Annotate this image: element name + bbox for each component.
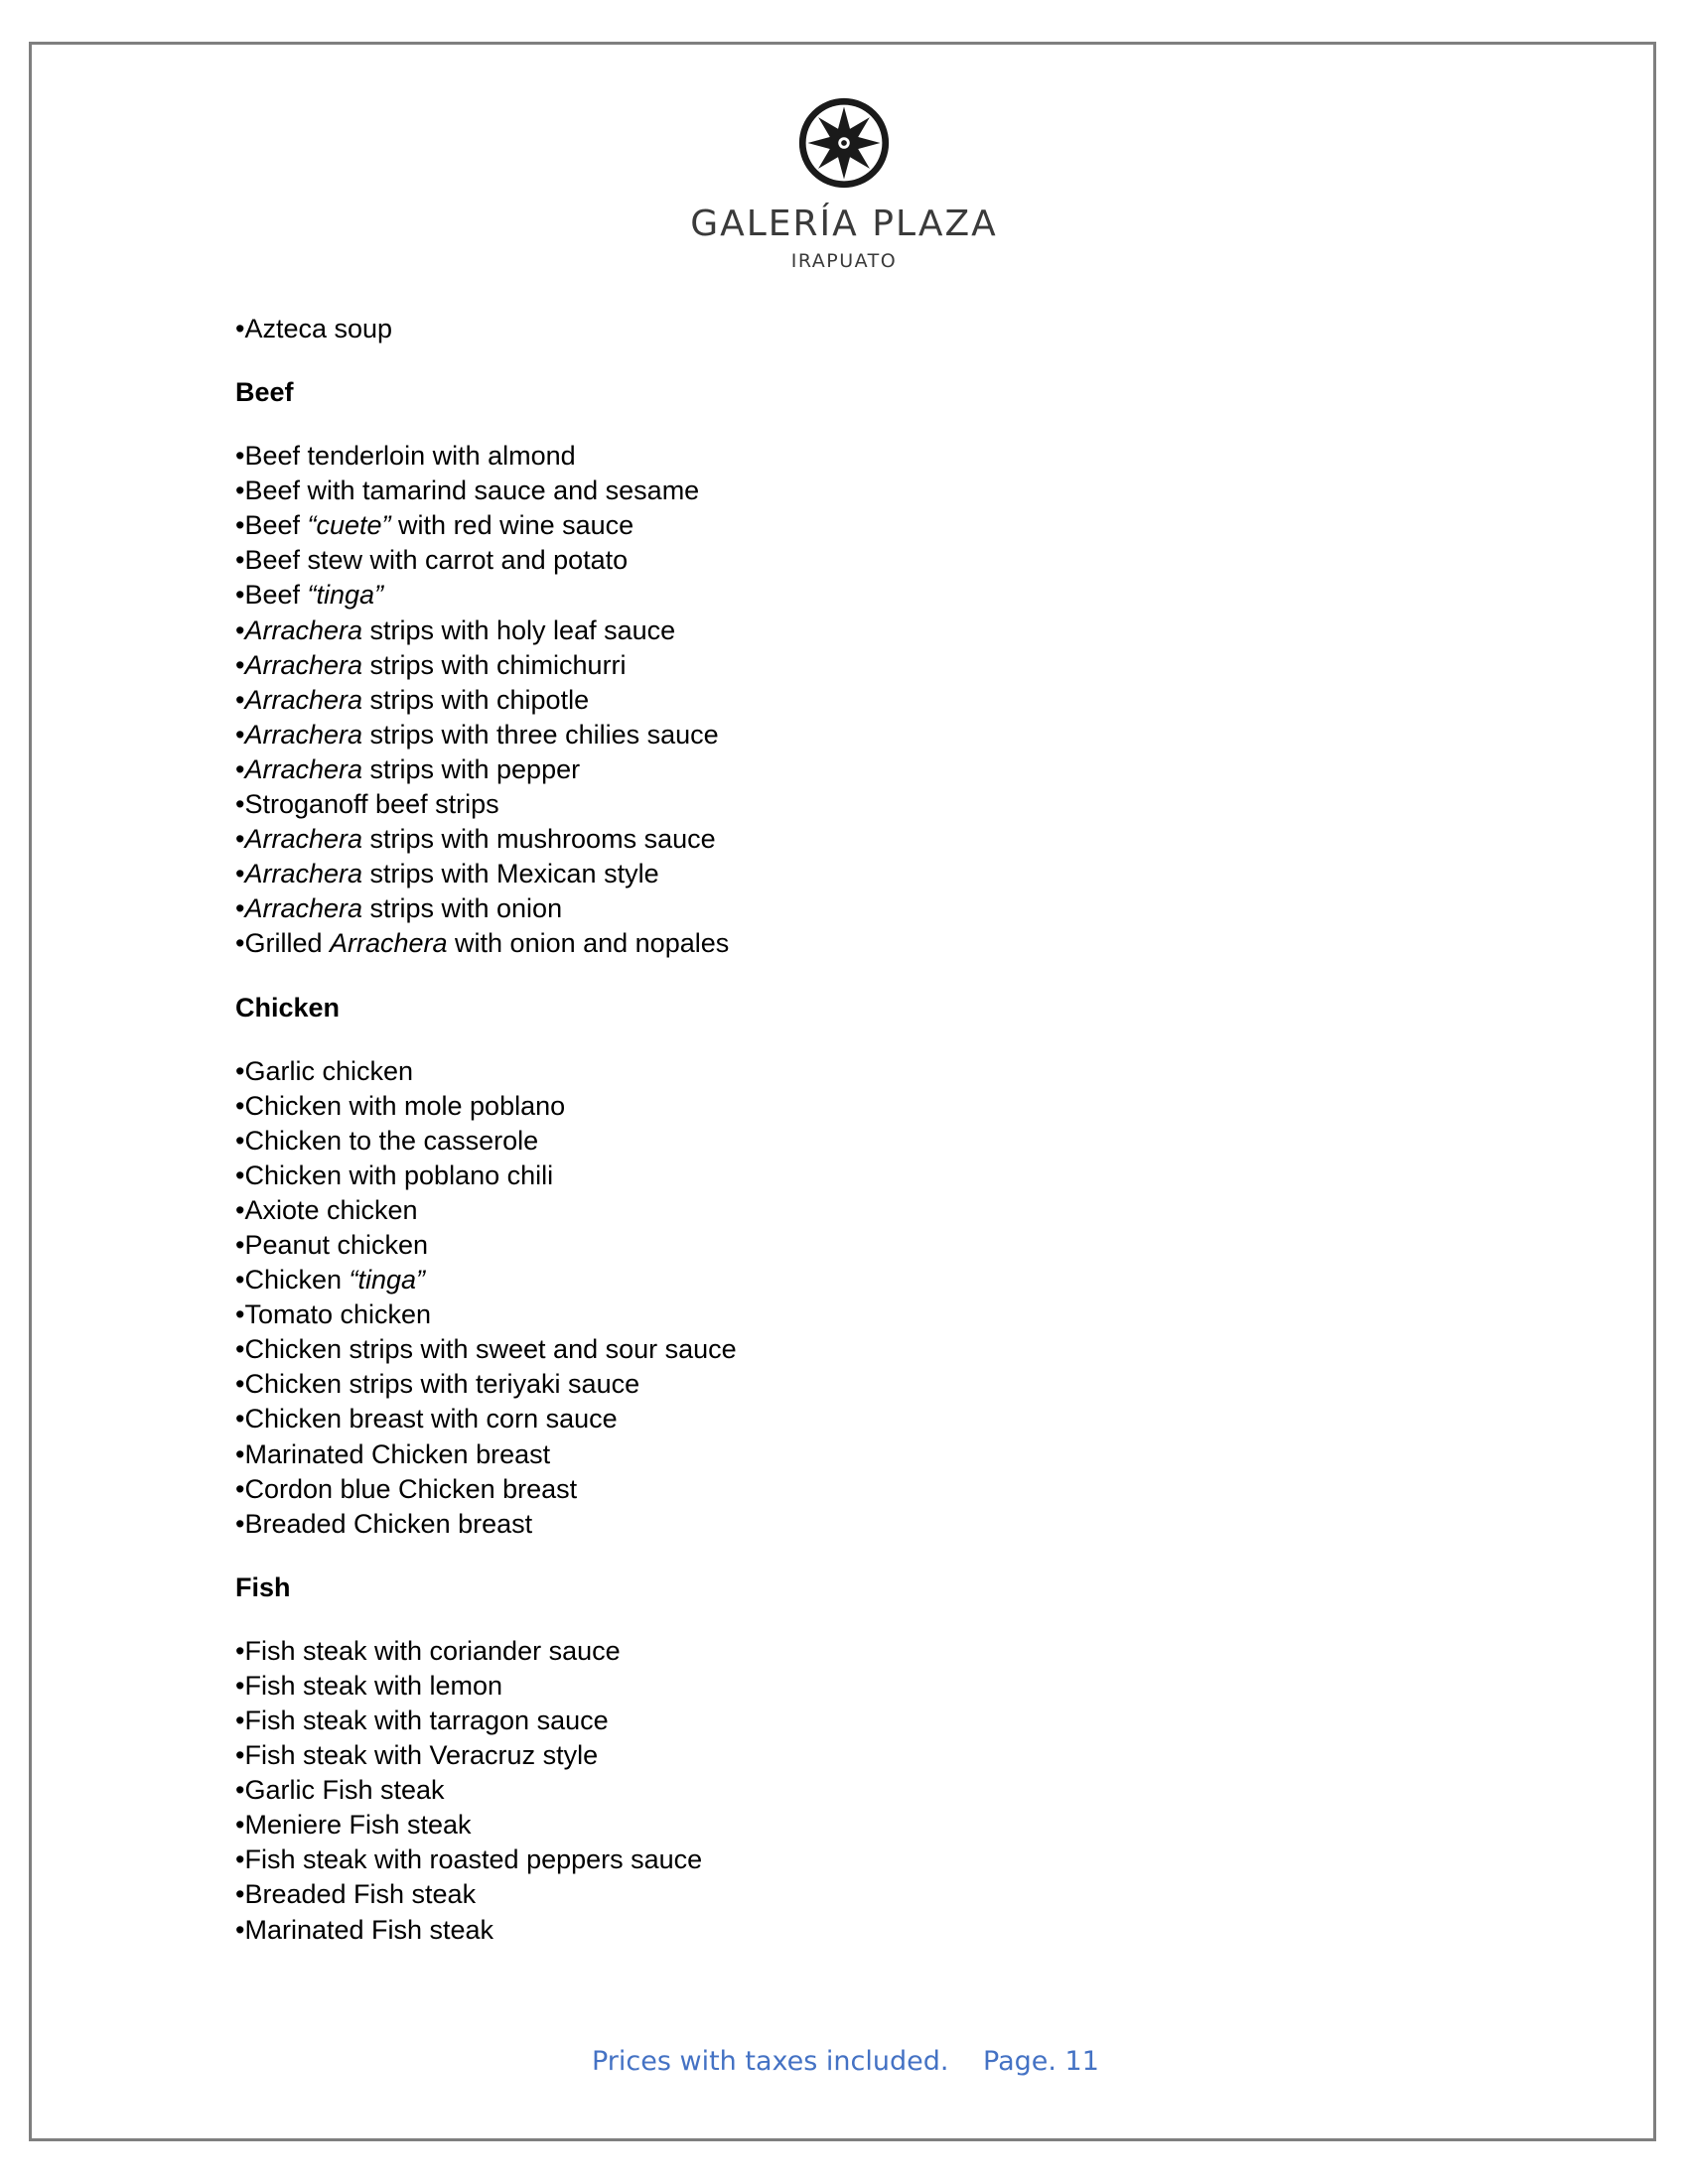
menu-item bbox=[235, 1193, 1427, 1228]
bullet: • bbox=[235, 789, 245, 820]
section-heading-fish: Fish bbox=[235, 1571, 291, 1602]
menu-item bbox=[235, 1808, 1427, 1843]
menu-item-text: Fish steak with tarragon sauce bbox=[244, 1706, 609, 1735]
menu-item bbox=[235, 1843, 1427, 1877]
menu-item bbox=[235, 1124, 1427, 1159]
menu-item-text: strips with chipotle bbox=[362, 684, 590, 715]
menu-item bbox=[235, 1507, 1427, 1542]
bullet: • bbox=[235, 614, 245, 645]
menu-item-text: Cordon blue Chicken breast bbox=[244, 1473, 578, 1504]
menu-item-text: Fish steak with roasted peppers sauce bbox=[244, 1844, 703, 1875]
menu-item-text: strips with mushrooms sauce bbox=[362, 824, 716, 855]
menu-item-italic-text: Arrachera bbox=[244, 719, 362, 750]
bullet: • bbox=[235, 314, 245, 343]
spacer bbox=[235, 1542, 1427, 1570]
bullet: • bbox=[235, 1055, 245, 1086]
menu-item bbox=[235, 648, 1427, 683]
bullet: • bbox=[235, 545, 245, 576]
menu-item bbox=[235, 787, 1427, 822]
spacer bbox=[235, 1025, 1427, 1054]
menu-item-text: Stroganoff beef strips bbox=[244, 789, 499, 820]
menu-item-italic-text: Arrachera bbox=[244, 753, 362, 784]
menu-item bbox=[235, 1297, 1427, 1332]
menu-item bbox=[235, 474, 1427, 508]
menu-item-text: strips with three chilies sauce bbox=[362, 719, 719, 750]
bullet: • bbox=[235, 580, 245, 611]
spacer bbox=[235, 410, 1427, 439]
menu-item bbox=[235, 752, 1427, 787]
footer-page-number: Page. 11 bbox=[983, 2046, 1099, 2077]
menu-item-text: Marinated Chicken breast bbox=[244, 1438, 551, 1469]
menu-item bbox=[235, 439, 1427, 474]
bullet: • bbox=[235, 753, 245, 784]
menu-item bbox=[235, 718, 1427, 752]
menu-item-text: with red wine sauce bbox=[390, 510, 634, 541]
bullet: • bbox=[235, 1334, 245, 1365]
menu-item bbox=[235, 1773, 1427, 1808]
bullet: • bbox=[235, 1740, 245, 1771]
menu-item-text: Chicken with mole poblano bbox=[244, 1090, 566, 1121]
bullet: • bbox=[235, 441, 245, 472]
menu-item-text: Fish steak with lemon bbox=[244, 1670, 503, 1701]
bullet: • bbox=[235, 1404, 245, 1434]
bullet: • bbox=[235, 1090, 245, 1121]
menu-item-text: strips with pepper bbox=[362, 753, 581, 784]
menu-item-text: Azteca soup bbox=[244, 314, 393, 343]
menu-item-italic-text: “cuete” bbox=[307, 510, 391, 541]
bullet: • bbox=[235, 1810, 245, 1841]
menu-item bbox=[235, 683, 1427, 718]
bullet: • bbox=[235, 510, 245, 541]
bullet: • bbox=[235, 1914, 245, 1945]
page-footer bbox=[0, 2046, 1688, 2086]
menu-item-text: Tomato chicken bbox=[244, 1299, 432, 1330]
menu-item-text: Breaded Chicken breast bbox=[244, 1508, 533, 1539]
bullet: • bbox=[235, 1473, 245, 1504]
menu-item-text: Chicken with poblano chili bbox=[244, 1160, 554, 1190]
menu-item-text: Breaded Fish steak bbox=[244, 1879, 477, 1910]
bullet: • bbox=[235, 928, 245, 959]
menu-item-text: Beef with tamarind sauce and sesame bbox=[244, 476, 700, 506]
brand-name: GALERÍA PLAZA bbox=[690, 204, 998, 244]
bullet: • bbox=[235, 1369, 245, 1400]
menu-item bbox=[235, 1472, 1427, 1507]
menu-item-italic-text: Arrachera bbox=[244, 824, 362, 855]
bullet: • bbox=[235, 1706, 245, 1735]
menu-item-italic-text: Arrachera bbox=[244, 859, 362, 889]
menu-item bbox=[235, 891, 1427, 926]
bullet: • bbox=[235, 649, 245, 680]
bullet: • bbox=[235, 476, 245, 506]
menu-item-text: Chicken breast with corn sauce bbox=[244, 1404, 618, 1434]
menu-item bbox=[235, 1913, 1427, 1948]
menu-item bbox=[235, 1159, 1427, 1193]
menu-item bbox=[235, 1877, 1427, 1912]
bullet: • bbox=[235, 1265, 245, 1296]
menu-item-text: Marinated Fish steak bbox=[244, 1914, 494, 1945]
bullet: • bbox=[235, 1844, 245, 1875]
menu-item-text: Meniere Fish steak bbox=[244, 1810, 472, 1841]
menu-item bbox=[235, 1089, 1427, 1124]
bullet: • bbox=[235, 893, 245, 924]
spacer bbox=[235, 1605, 1427, 1634]
menu-item-text: Beef bbox=[244, 580, 308, 611]
bullet: • bbox=[235, 1194, 245, 1225]
menu-item-italic-text: “tinga” bbox=[307, 580, 384, 611]
bullet: • bbox=[235, 1125, 245, 1156]
menu-item-italic-text: Arrachera bbox=[244, 893, 362, 924]
bullet: • bbox=[235, 1879, 245, 1910]
menu-item bbox=[235, 1054, 1427, 1089]
menu-item bbox=[235, 1738, 1427, 1773]
menu-item-text: Fish steak with coriander sauce bbox=[244, 1635, 621, 1666]
menu-item-text: Grilled bbox=[244, 928, 330, 959]
menu-item-text: Fish steak with Veracruz style bbox=[244, 1740, 599, 1771]
menu-item bbox=[235, 857, 1427, 891]
menu-item bbox=[235, 578, 1427, 613]
footer-prices-note: Prices with taxes included. bbox=[592, 2046, 949, 2077]
bullet: • bbox=[235, 1670, 245, 1701]
menu-item-text: Beef bbox=[244, 510, 308, 541]
bullet: • bbox=[235, 1299, 245, 1330]
menu-item-italic-text: Arrachera bbox=[244, 614, 362, 645]
brand-logo bbox=[0, 95, 1688, 272]
menu-item-text: Chicken to the casserole bbox=[244, 1125, 539, 1156]
menu-item bbox=[235, 1437, 1427, 1472]
menu-item-text: strips with holy leaf sauce bbox=[362, 614, 676, 645]
bullet: • bbox=[235, 1438, 245, 1469]
menu-item-text: strips with onion bbox=[362, 893, 563, 924]
menu-item-italic-text: “tinga” bbox=[349, 1265, 426, 1296]
menu-item-text: with onion and nopales bbox=[447, 928, 730, 959]
menu-list bbox=[235, 312, 1427, 1948]
brand-city: IRAPUATO bbox=[790, 250, 898, 272]
section-heading-beef: Beef bbox=[235, 377, 294, 408]
menu-item-text: Beef tenderloin with almond bbox=[244, 441, 576, 472]
menu-item-italic-text: Arrachera bbox=[329, 928, 448, 959]
menu-item bbox=[235, 312, 1427, 346]
menu-item-italic-text: Arrachera bbox=[244, 684, 362, 715]
menu-item bbox=[235, 1704, 1427, 1738]
bullet: • bbox=[235, 1775, 245, 1806]
bullet: • bbox=[235, 684, 245, 715]
bullet: • bbox=[235, 1635, 245, 1666]
menu-item-text: Beef stew with carrot and potato bbox=[244, 545, 629, 576]
menu-item bbox=[235, 1634, 1427, 1669]
geometric-star-emblem-icon bbox=[796, 95, 892, 191]
menu-item-text: Peanut chicken bbox=[244, 1229, 429, 1260]
section-heading-chicken: Chicken bbox=[235, 992, 341, 1023]
menu-item bbox=[235, 1669, 1427, 1704]
menu-item-text: strips with Mexican style bbox=[362, 859, 659, 889]
menu-item bbox=[235, 614, 1427, 648]
bullet: • bbox=[235, 824, 245, 855]
menu-item bbox=[235, 1402, 1427, 1436]
menu-item bbox=[235, 1332, 1427, 1367]
bullet: • bbox=[235, 1229, 245, 1260]
menu-item-text: Chicken strips with teriyaki sauce bbox=[244, 1369, 640, 1400]
bullet: • bbox=[235, 859, 245, 889]
menu-item bbox=[235, 1228, 1427, 1263]
menu-item-text: Chicken bbox=[244, 1265, 350, 1296]
menu-item-text: Garlic Fish steak bbox=[244, 1775, 445, 1806]
menu-item bbox=[235, 508, 1427, 543]
menu-item-text: strips with chimichurri bbox=[362, 649, 627, 680]
menu-item-italic-text: Arrachera bbox=[244, 649, 362, 680]
menu-item bbox=[235, 822, 1427, 857]
menu-item-text: Axiote chicken bbox=[244, 1194, 418, 1225]
menu-item-text: Garlic chicken bbox=[244, 1055, 414, 1086]
menu-item bbox=[235, 1263, 1427, 1297]
bullet: • bbox=[235, 1160, 245, 1190]
spacer bbox=[235, 346, 1427, 375]
bullet: • bbox=[235, 719, 245, 750]
bullet: • bbox=[235, 1508, 245, 1539]
menu-item-text: Chicken strips with sweet and sour sauce bbox=[244, 1334, 737, 1365]
menu-item bbox=[235, 1367, 1427, 1402]
menu-item bbox=[235, 926, 1427, 961]
menu-item bbox=[235, 543, 1427, 578]
spacer bbox=[235, 962, 1427, 991]
